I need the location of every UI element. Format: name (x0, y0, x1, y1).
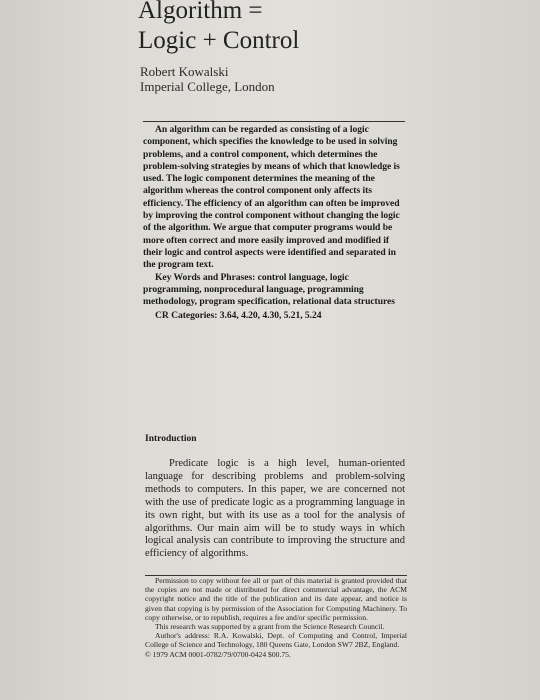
footnote-permission: Permission to copy without fee all or part of this material is granted provided that the copies are not made or distributed for direct commercial advantage, the ACM copyright notice and the title of the publication and its date appear, and notice is given that copying is by permission of the Association for Computing Machinery. To copy otherwise, or to republish, requires a fee and/or specific permission. (145, 576, 407, 622)
abstract-body: An algorithm can be regarded as consisting of a logic component, which specifies the knowledge to be used in solving problems, and a control component, which determines the problem-solving strategies by means of which that knowledge is used. The logic component determines the meaning of the algorithm whereas the control component only affects its efficiency. The efficiency of an algorithm can often be improved by improving the control component without changing the logic of the algorithm. We argue that computer programs would be more often correct and more easily improved and modified if their logic and control aspects were identified and separated in the program text. (143, 124, 400, 271)
introduction-heading: Introduction (145, 434, 197, 444)
title-line-2: Logic + Control (138, 27, 300, 54)
abstract-top-rule (143, 121, 405, 122)
footnote (145, 576, 407, 659)
cr-categories: CR Categories: 3.64, 4.20, 4.30, 5.21, 5.24 (155, 310, 322, 322)
footnote-copyright: © 1979 ACM 0001-0782/79/0700-0424 $00.75. (145, 649, 291, 659)
footnote-address: Author's address: R.A. Kowalski, Dept. of Computing and Control, Imperial College of Science and Technology, 180 Queens Gate, London SW7 2BZ, England. (145, 631, 407, 650)
introduction-section (145, 458, 405, 561)
keywords: Key Words and Phrases: control language, logic programming, nonprocedural language, programming methodology, program specification, relational data structures (143, 271, 395, 308)
title-line-1: Algorithm = (138, 0, 263, 24)
author-affiliation: Imperial College, London (140, 79, 275, 94)
author-name: Robert Kowalski (140, 64, 229, 79)
author-block (140, 64, 275, 94)
paper-title (138, 0, 299, 56)
introduction-body: Predicate logic is a high level, human-oriented language for describing problems and problem-solving methods to computers. In this paper, we are concerned not with the use of predicate logic as a programming language in its own right, but with its use as a tool for the analysis of algorithms. Our main aim will be to study ways in which logical analysis can contribute to improving the structure and efficiency of algorithms. (145, 458, 405, 560)
abstract (143, 124, 405, 323)
footnote-support: This research was supported by a grant from the Science Research Council. (155, 622, 385, 632)
